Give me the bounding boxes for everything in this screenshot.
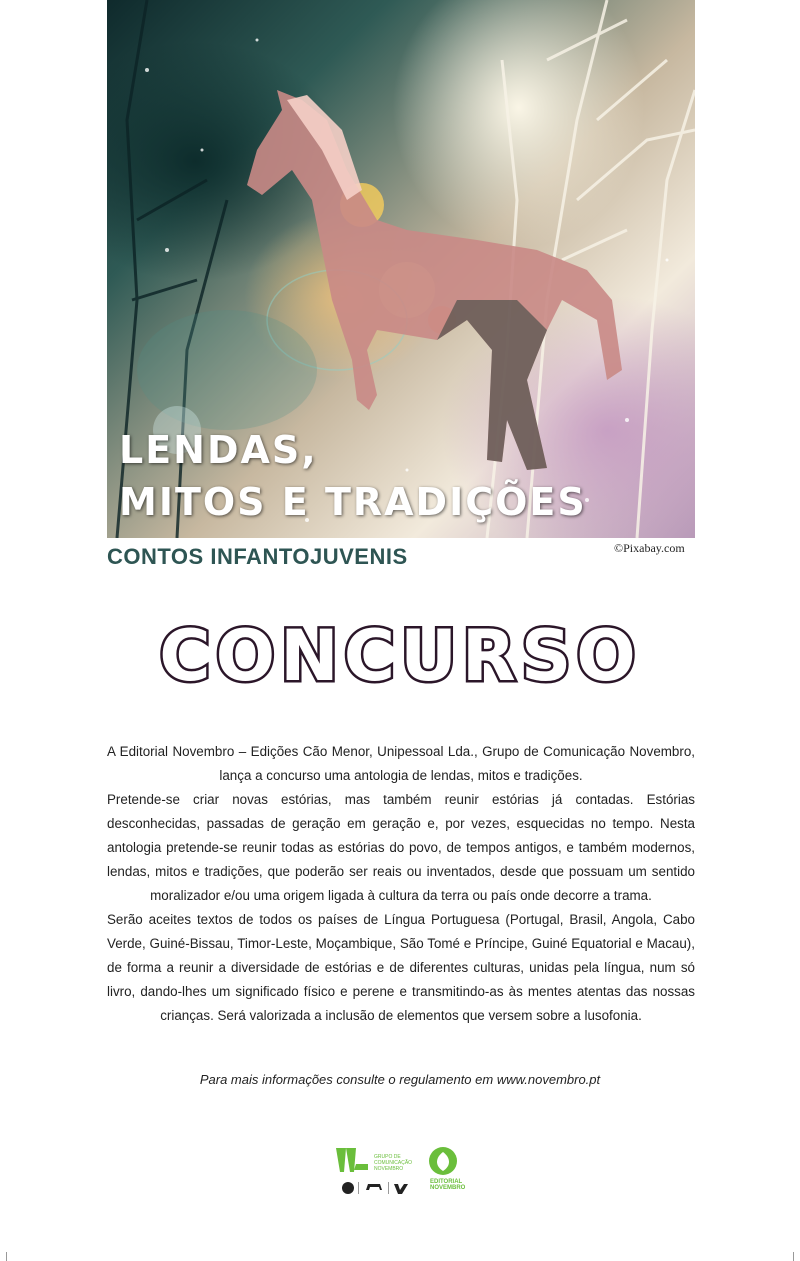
hero-title-line2: MITOS E TRADIÇÕES bbox=[119, 480, 587, 524]
image-credit: ©Pixabay.com bbox=[614, 541, 685, 555]
logos bbox=[334, 1144, 474, 1200]
paragraph-purpose: Pretende-se criar novas estórias, mas também reunir estórias já contadas. Estórias desconhecidas, passadas de geração em geração e, por vezes, esquecidas no tempo. Nesta antologia pretende-se reunir todas as estórias do povo, de tempos antigos, e também modernos, lendas, mitos e tradições, que poderão ser reais ou inventados, desde que possuam um sentido moralizador e/ou uma origem ligada à cultura da terra ou país onde decorre a trama. bbox=[107, 792, 695, 903]
crop-mark-right bbox=[793, 1252, 794, 1261]
dog-logo-icon bbox=[366, 1184, 382, 1190]
hero-image bbox=[107, 0, 695, 538]
editorial-logo-text: EDITORIAL NOVEMBRO bbox=[430, 1179, 466, 1191]
group-logo-text: GRUPO DE COMUNICAÇÃO NOVEMBRO bbox=[374, 1154, 413, 1172]
hero-title-line1: LENDAS, bbox=[119, 428, 318, 472]
horse-icon bbox=[247, 90, 622, 470]
pin-logo-icon bbox=[342, 1182, 354, 1194]
body-text bbox=[107, 740, 695, 1028]
editorial-logo-icon bbox=[429, 1147, 457, 1175]
subtitle: CONTOS INFANTOJUVENIS bbox=[107, 544, 408, 569]
paragraph-eligibility: Serão aceites textos de todos os países de Língua Portuguesa (Portugal, Brasil, Angola, Cabo Verde, Guiné-Bissau, Timor-Leste, Moçambique, São Tomé e Príncipe, Guiné Equatorial e Macau), de forma a reunir a diversidade de estórias e de diferentes culturas, unidas pela língua, num só livro, dando-lhes um significado físico e perene e transmitindo-as às mentes atentas das nossas crianças. Será valorizada a inclusão de elementos que versem sobre a lusofonia. bbox=[107, 912, 695, 1023]
group-logo-icon bbox=[336, 1148, 368, 1172]
paragraph-intro: A Editorial Novembro – Edições Cão Menor, Unipessoal Lda., Grupo de Comunicação Novembro, lança a concurso uma antologia de lendas, mitos e tradições. bbox=[107, 744, 695, 783]
page-heading: CONCURSO bbox=[159, 615, 641, 697]
more-info-text: Para mais informações consulte o regulamento em www.novembro.pt bbox=[199, 1072, 601, 1087]
n-logo-icon bbox=[394, 1184, 408, 1194]
crop-mark-left bbox=[6, 1252, 7, 1261]
logo-graphics bbox=[334, 1144, 474, 1200]
